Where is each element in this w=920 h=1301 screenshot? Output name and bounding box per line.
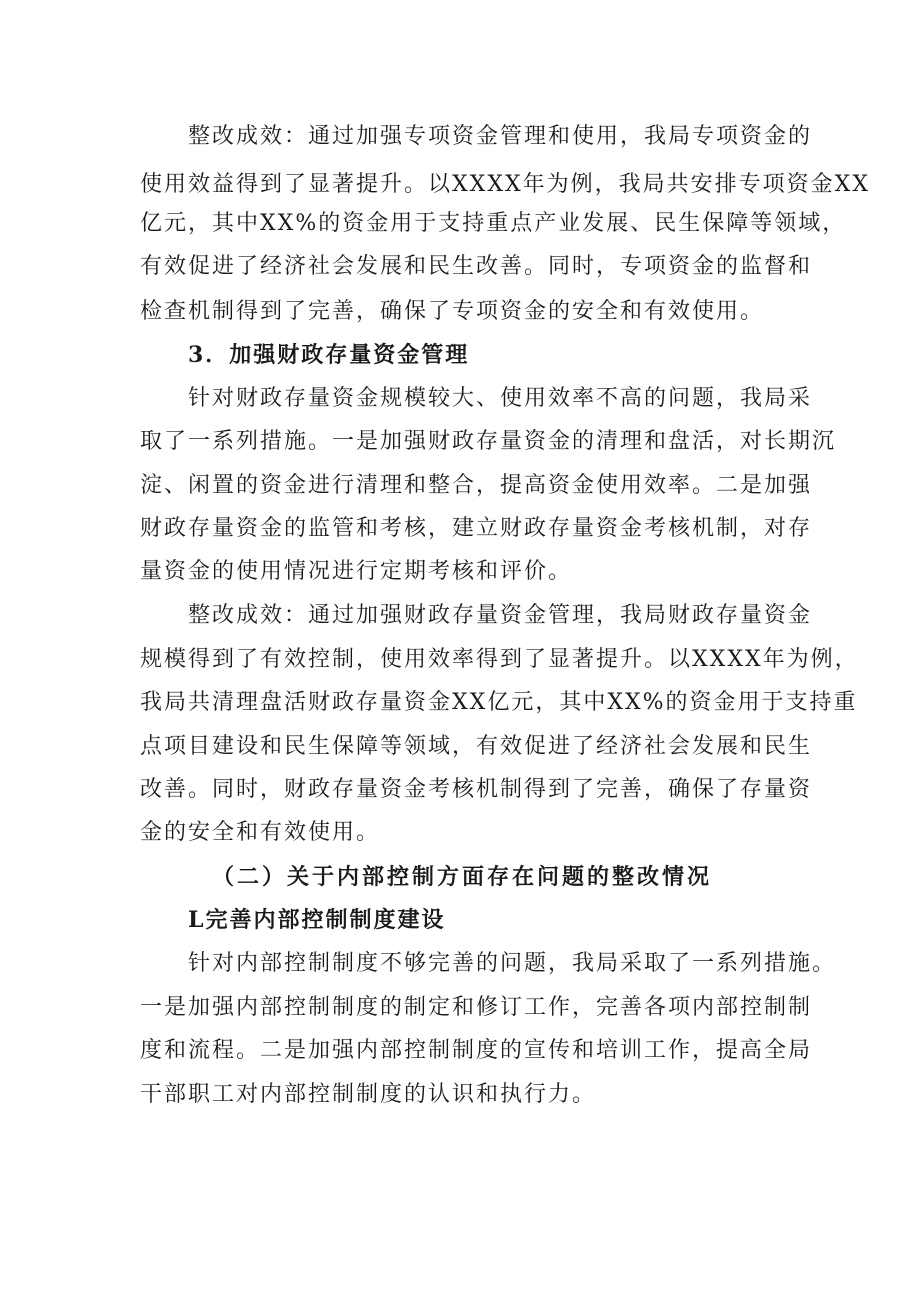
paragraph-line: 改善。同时，财政存量资金考核机制得到了完善，确保了存量资 [140, 777, 813, 802]
paragraph-line: 点项目建设和民生保障等领域，有效促进了经济社会发展和民生 [140, 734, 813, 759]
paragraph-line: 针对财政存量资金规模较大、使用效率不高的问题，我局采 [188, 386, 813, 411]
paragraph-line: 取了一系列措施。一是加强财政存量资金的清理和盘活，对长期沉 [140, 429, 837, 454]
subsection-heading: L完善内部控制制度建设 [188, 907, 446, 933]
section-heading: （二）关于内部控制方面存在问题的整改情况 [212, 864, 713, 890]
paragraph-line: 整改成效：通过加强财政存量资金管理，我局财政存量资金 [188, 603, 813, 628]
paragraph-line: 一是加强内部控制制度的制定和修订工作，完善各项内部控制制 [140, 995, 813, 1020]
paragraph-line: 量资金的使用情况进行定期考核和评价。 [140, 559, 573, 584]
paragraph-line: 财政存量资金的监管和考核，建立财政存量资金考核机制，对存 [140, 516, 813, 541]
paragraph-line: 干部职工对内部控制制度的认识和执行力。 [140, 1082, 597, 1107]
paragraph-line: 整改成效：通过加强专项资金管理和使用，我局专项资金的 [188, 124, 813, 149]
paragraph-line: 我局共清理盘活财政存量资金XX亿元，其中XX%的资金用于支持重 [140, 690, 858, 715]
paragraph-line: 有效促进了经济社会发展和民生改善。同时，专项资金的监督和 [140, 254, 813, 279]
subsection-heading: 3．加强财政存量资金管理 [188, 342, 470, 368]
paragraph-line: 使用效益得到了显著提升。以XXXX年为例，我局共安排专项资金XX [140, 172, 870, 197]
paragraph-line: 亿元，其中XX%的资金用于支持重点产业发展、民生保障等领域， [140, 211, 847, 236]
paragraph-line: 金的安全和有效使用。 [140, 820, 381, 845]
paragraph-line: 规模得到了有效控制，使用效率得到了显著提升。以XXXX年为例， [140, 647, 859, 672]
paragraph-line: 度和流程。二是加强内部控制制度的宣传和培训工作，提高全局 [140, 1038, 813, 1063]
paragraph-line: 淀、闲置的资金进行清理和整合，提高资金使用效率。二是加强 [140, 473, 813, 498]
paragraph-line: 针对内部控制制度不够完善的问题，我局采取了一系列措施。 [188, 951, 837, 976]
paragraph-line: 检查机制得到了完善，确保了专项资金的安全和有效使用。 [140, 299, 765, 324]
